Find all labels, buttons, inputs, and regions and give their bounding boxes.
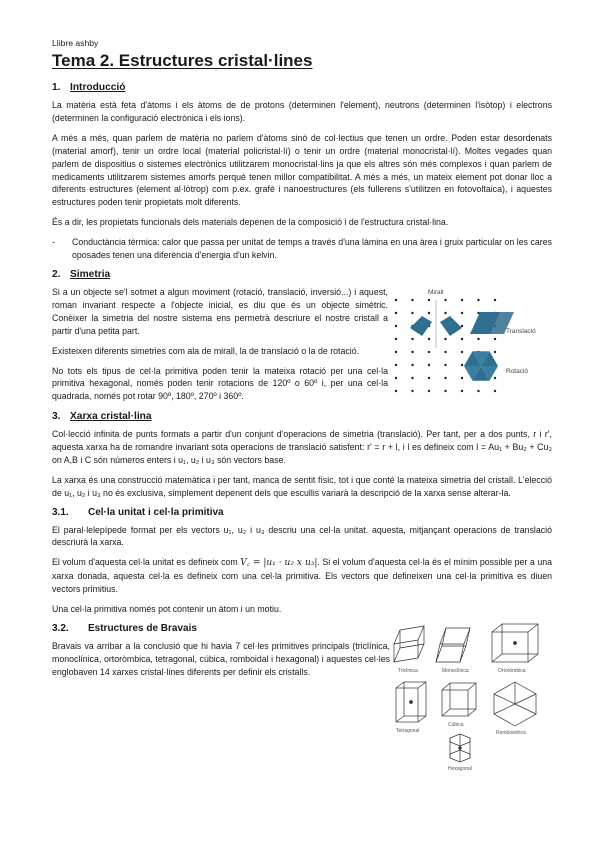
section-heading-lattice (52, 411, 552, 422)
lattice-point (428, 312, 430, 314)
section-number: 3. (52, 410, 61, 422)
bullet-dash: - (52, 237, 55, 248)
lattice-point (494, 299, 496, 301)
lattice-point (428, 299, 430, 301)
lattice-point (444, 338, 446, 340)
page-title: Tema 2. Estructures cristal·lines (52, 51, 313, 70)
section-title: Xarxa cristal·lina (70, 410, 152, 422)
label-tetragonal: Tetragonal (396, 727, 420, 734)
bravais-block (52, 640, 552, 772)
lattice-point (395, 377, 397, 379)
label-triclinic: Triclínica (398, 667, 418, 674)
paragraph: No tots els tipus de cel·la primitiva poden tenir la mateixa rotació per una cel·la primitiva hexagonal, només poden tenir rotacions de 120º o 60º i, per una cel·la quadrada, només pot rotar 90º, 180º, 270º i 360º. (52, 365, 388, 402)
lattice-point (395, 351, 397, 353)
label-orthorhombic: Ortoròmbica (498, 667, 526, 674)
lattice-point (444, 312, 446, 314)
lattice-point (411, 364, 413, 366)
lattice-point (411, 390, 413, 392)
lattice-point (461, 299, 463, 301)
triclinic-cell (394, 626, 424, 662)
label-cubic: Cúbica (448, 721, 464, 728)
lattice-point (444, 299, 446, 301)
section-number: 1. (52, 82, 61, 93)
lattice-point (428, 390, 430, 392)
bullet-text: Conductància tèrmica: calor que passa per unitat de temps a través d'una làmina en una àrea i gruix particular on les cares oposades tenen una diferència d'energia d'un kelvin. (72, 237, 552, 261)
lattice-point (461, 325, 463, 327)
lattice-point (494, 377, 496, 379)
paragraph: Col·lecció infinita de punts formats a partir d'un conjunt d'operacions de simetria (translació). Per tant, per a dos punts, r i r', aquesta xarxa ha de romandre invariant sota operacions de translació satisfent: r' = r + l, i l es defineix com l = Au₁ + Bu₂ + Cu₃ on A,B i C són números enters i u₁, u₂ i u₃ són vectors base. (52, 428, 552, 465)
orthorhombic-cell (492, 624, 538, 662)
mirror-shape-right (440, 316, 462, 336)
document-page (52, 38, 552, 772)
bravais-lattices-diagram (390, 622, 552, 772)
label-hexagonal: Hexagonal (448, 765, 472, 772)
lattice-point (494, 338, 496, 340)
symmetry-text (52, 286, 388, 411)
lattice-point (444, 351, 446, 353)
lattice-point (428, 338, 430, 340)
lattice-point (461, 364, 463, 366)
label-mirror: Mirall (428, 288, 444, 296)
subsection-number: 3.1. (52, 506, 69, 518)
lattice-point (494, 390, 496, 392)
lattice-point (444, 364, 446, 366)
lattice-point (428, 351, 430, 353)
rhombohedral-cell (494, 682, 536, 726)
lattice-point (411, 338, 413, 340)
bravais-text (52, 640, 390, 686)
subsection-title: Cel·la unitat i cel·la primitiva (88, 506, 224, 518)
lattice-point (428, 364, 430, 366)
paragraph: A més a més, quan parlem de matèria no parlem d'àtoms sinó de col·lectius que tenen un ordre. Poden estar desordenats (material amorf), tenir un ordre local (material policristal·lí) o tenir un ordre (material monocristal·lí). Moltes vegades quan parlem de dispositius o sistemes electrònics utilitzarem monocristal·lins ja que els altres són més complexos i quan parlem de medicaments utilitzarem sistemes amorfs perquè tenen millor compatibilitat. A més a més, un mateix element pot donar lloc a diferents estructures (element al·lòtrop) com p.ex. grafè i nanoestructures (els fullerens s'utilitzen en fotovoltaica), i aquestes estructures poden tenir propietats molt diferents. (52, 132, 552, 208)
volume-formula: V꜀ = |u₁ · u₂ x u₃| (240, 558, 318, 569)
lattice-point (395, 325, 397, 327)
lattice-point (411, 312, 413, 314)
lattice-point (477, 338, 479, 340)
lattice-point (477, 390, 479, 392)
paragraph: És a dir, les propietats funcionals dels materials depenen de la composició i de l'estructura cristal·lina. (52, 217, 449, 228)
paragraph: La xarxa és una construcció matemàtica i per tant, manca de sentit físic, tot i que conté la mateixa simetria del cristall. L'elecció de u₁, u₂ i u₃ no és exclusiva, simplement depenent dels que escullis variarà la descripció de la xarxa sense alterar-la. (52, 474, 552, 498)
label-rotation: Rotació (506, 367, 529, 375)
lattice-point (461, 377, 463, 379)
lattice-point (428, 377, 430, 379)
mirror-shape-left (410, 316, 432, 336)
lattice-point (494, 351, 496, 353)
paragraph: Existeixen diferents simetries com ala de mirall, la de translació o la de rotació. (52, 345, 360, 356)
subsection-heading-unit-cell (52, 507, 552, 518)
lattice-point (395, 312, 397, 314)
section-number: 2. (52, 268, 61, 280)
paragraph-text: El volum d'aquesta cel·la unitat es defineix com (52, 557, 238, 568)
monoclinic-cell (436, 628, 470, 662)
hexagonal-cell (450, 734, 470, 762)
section-title: Introducció (70, 82, 126, 93)
paragraph: Una cel·la primitiva només pot contenir un àtom i un motiu. (52, 604, 282, 615)
symmetry-diagram (388, 286, 552, 406)
lattice-point (477, 299, 479, 301)
section-heading-symmetry (52, 269, 552, 280)
lattice-point (411, 351, 413, 353)
lattice-point (444, 377, 446, 379)
lattice-point (395, 338, 397, 340)
section-heading-intro (52, 82, 552, 93)
label-rhombohedral: Romboèdrica (496, 729, 526, 736)
bullet-item (52, 236, 552, 262)
lattice-point (461, 312, 463, 314)
lattice-point (395, 364, 397, 366)
book-label: Llibre ashby (52, 38, 99, 48)
label-translation: Translació (506, 327, 536, 335)
section-title: Simetria (70, 268, 111, 280)
tetragonal-cell (396, 682, 426, 722)
cubic-cell (442, 683, 476, 716)
paragraph: Si a un objecte se'l sotmet a algun moviment (rotació, translació, inversió...) i aquest, roman invariant respecte a l'objecte inicial, es diu que és un objecte simètric. Conèixer la simetria del nostre sistema ens permetrà descriure el nostre cristall a partir d'una petita part. (52, 286, 388, 336)
subsection-title: Estructures de Bravais (88, 622, 197, 634)
lattice-point (444, 390, 446, 392)
lattice-point (461, 390, 463, 392)
subsection-number: 3.2. (52, 622, 69, 634)
paragraph-volume (52, 556, 552, 596)
lattice-point (461, 338, 463, 340)
paragraph: El paral·lelepípede format per els vectors u₁, u₂ i u₃ descriu una cel·la unitat. aquesta, mitjançant operacions de translació descriurà la xarxa. (52, 524, 552, 548)
bravais-figure (390, 640, 552, 772)
paragraph: La matèria està feta d'àtoms i els àtoms de de protons (determinen l'element), neutrons (determinen l'isòtop) i electrons (determinen la configuració electrònica i els ions). (52, 100, 552, 123)
paragraph-text: . Si el volum d'aquesta cel·la és el mínim possible per a una xarxa donada, aquesta cel·la es defineix com una cel·la primitiva. Els vectors que defineixen una cel·la primitiva es diuen vectors primitius. (52, 557, 552, 595)
lattice-point (461, 351, 463, 353)
rotation-hexagon (464, 351, 498, 380)
symmetry-figure (388, 286, 552, 411)
symmetry-block (52, 286, 552, 411)
label-monoclinic: Monoclínica (442, 667, 469, 674)
paragraph: Bravais va arribar a la conclusió que hi havia 7 cel·les primitives principals (triclínica, monoclínica, ortoròmbica, tetragonal, cúbica, romboidal i hexagonal) i aquestes cel·les englobaven 14 xarxes cristal·lines diferents per definir els cristalls. (52, 640, 390, 677)
lattice-point (395, 299, 397, 301)
lattice-point (411, 299, 413, 301)
lattice-point (411, 377, 413, 379)
lattice-point (395, 390, 397, 392)
